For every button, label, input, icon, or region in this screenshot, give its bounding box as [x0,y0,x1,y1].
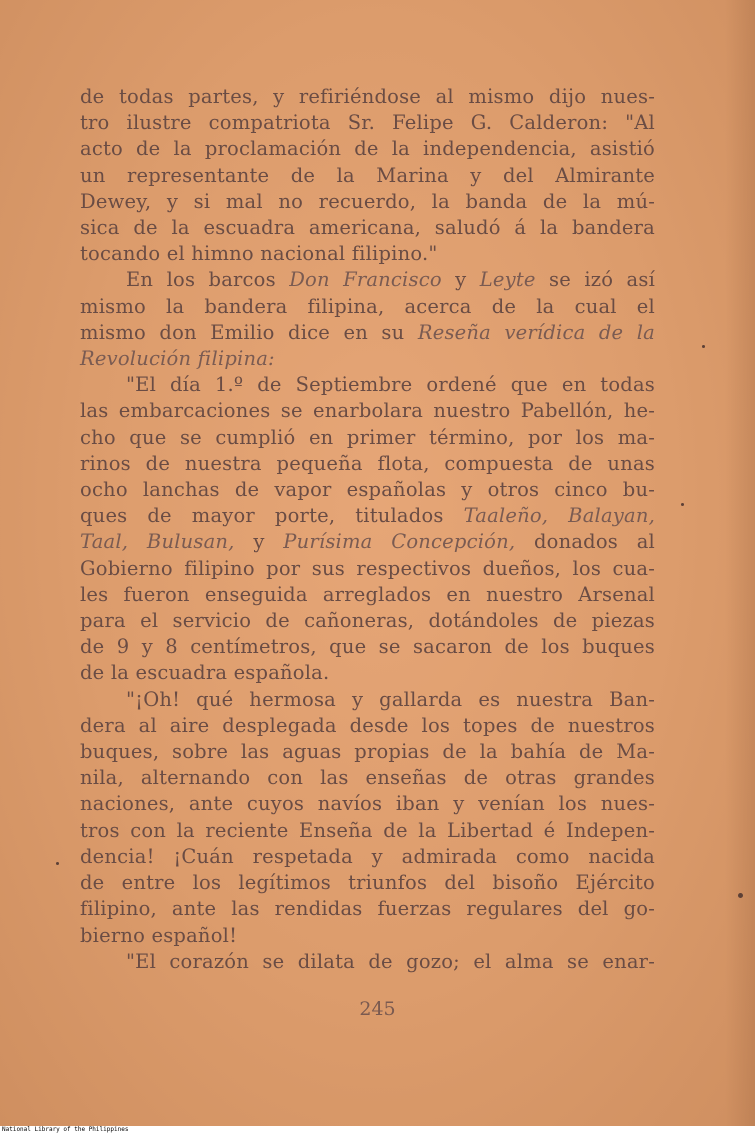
text-line: acto de la proclamación de la independencia, asistió [80,137,655,161]
text-line [80,529,655,555]
ship-name-italic: Taal, Bulusan, [80,530,235,554]
library-credit: National Library of the Philippines [2,1126,129,1133]
text-line: rinos de nuestra pequeña flota, compuesta de unas [80,451,655,475]
text-line: buques, sobre las aguas propias de la bahía de Ma- [80,740,655,764]
paragraph-4 [80,687,655,949]
text-line: de entre los legítimos triunfos del bisoño Ejército [80,871,655,895]
text-run: En los barcos [126,268,290,292]
text-line: dera al aire desplegada desde los topes de nuestros [80,713,655,737]
text-line [80,320,655,346]
paragraph-1 [80,84,655,267]
text-line: naciones, ante cuyos navíos iban y venían los nues- [80,792,655,816]
text-line: para el servicio de cañoneras, dotándoles de piezas [80,609,655,633]
text-line: "El corazón se dilata de gozo; el alma se enar- [126,949,655,973]
text-line: tro ilustre compatriota Sr. Felipe G. Calderon: "Al [80,111,655,135]
body-text [80,84,655,975]
text-line: sica de la escuadra americana, saludó á la bandera [80,216,655,240]
text-line: Dewey, y si mal no recuerdo, la banda de la mú- [80,189,655,213]
text-line: mismo la bandera filipina, acerca de la cual el [80,294,655,318]
paper-speck [702,345,705,348]
ship-name-italic: Leyte [479,268,536,292]
text-line: nila, alternando con las enseñas de otras grandes [80,766,655,790]
page-number: 245 [359,998,396,1020]
text-line: "El día 1.º de Septiembre ordené que en todas [126,373,655,397]
text-line: "¡Oh! qué hermosa y gallarda es nuestra Ban- [126,687,655,711]
book-title-italic: Revolución filipina: [80,347,275,371]
paper-speck [738,893,743,898]
text-line [80,267,655,293]
text-run: ques de mayor porte, titulados [80,504,464,528]
text-line: de todas partes, y refiriéndose al mismo dijo nues- [80,85,655,108]
paragraph-2 [80,267,655,372]
text-line: cho que se cumplió en primer término, por los ma- [80,425,655,449]
text-line: tros con la reciente Enseña de la Libertad é Indepen- [80,818,655,842]
text-line: de la escuadra española. [80,661,330,685]
text-line: bierno español! [80,923,238,947]
text-run: se izó así [535,268,656,292]
text-line: filipino, ante las rendidas fuerzas regulares del go- [80,897,655,921]
text-run: y [234,530,284,554]
ship-name-italic: Don Francisco [289,268,442,292]
text-line [80,503,655,529]
paper-speck [681,503,684,506]
text-line: de 9 y 8 centímetros, que se sacaron de los buques [80,635,655,659]
text-line: un representante de la Marina y del Almirante [80,163,655,187]
text-line: las embarcaciones se enarbolara nuestro Pabellón, he- [80,399,655,423]
paragraph-5 [80,949,655,975]
text-line: Gobierno filipino por sus respectivos dueños, los cua- [80,556,655,580]
ship-name-italic: Purísima Concepción, [283,530,516,554]
text-line: les fueron enseguida arreglados en nuestro Arsenal [80,582,655,606]
text-line: dencia! ¡Cuán respetada y admirada como nacida [80,844,655,868]
text-line: ocho lanchas de vapor españolas y otros cinco bu- [80,478,655,502]
text-line: tocando el himno nacional filipino." [80,242,438,266]
text-line [80,346,655,372]
text-run: donados al [515,530,655,554]
paper-speck [56,862,59,865]
book-title-italic: Reseña verídica de la [417,320,655,344]
ship-name-italic: Taaleño, Balayan, [463,504,655,528]
text-run: mismo don Emilio dice en su [80,320,418,344]
paragraph-3 [80,372,655,686]
text-run: y [441,268,480,292]
